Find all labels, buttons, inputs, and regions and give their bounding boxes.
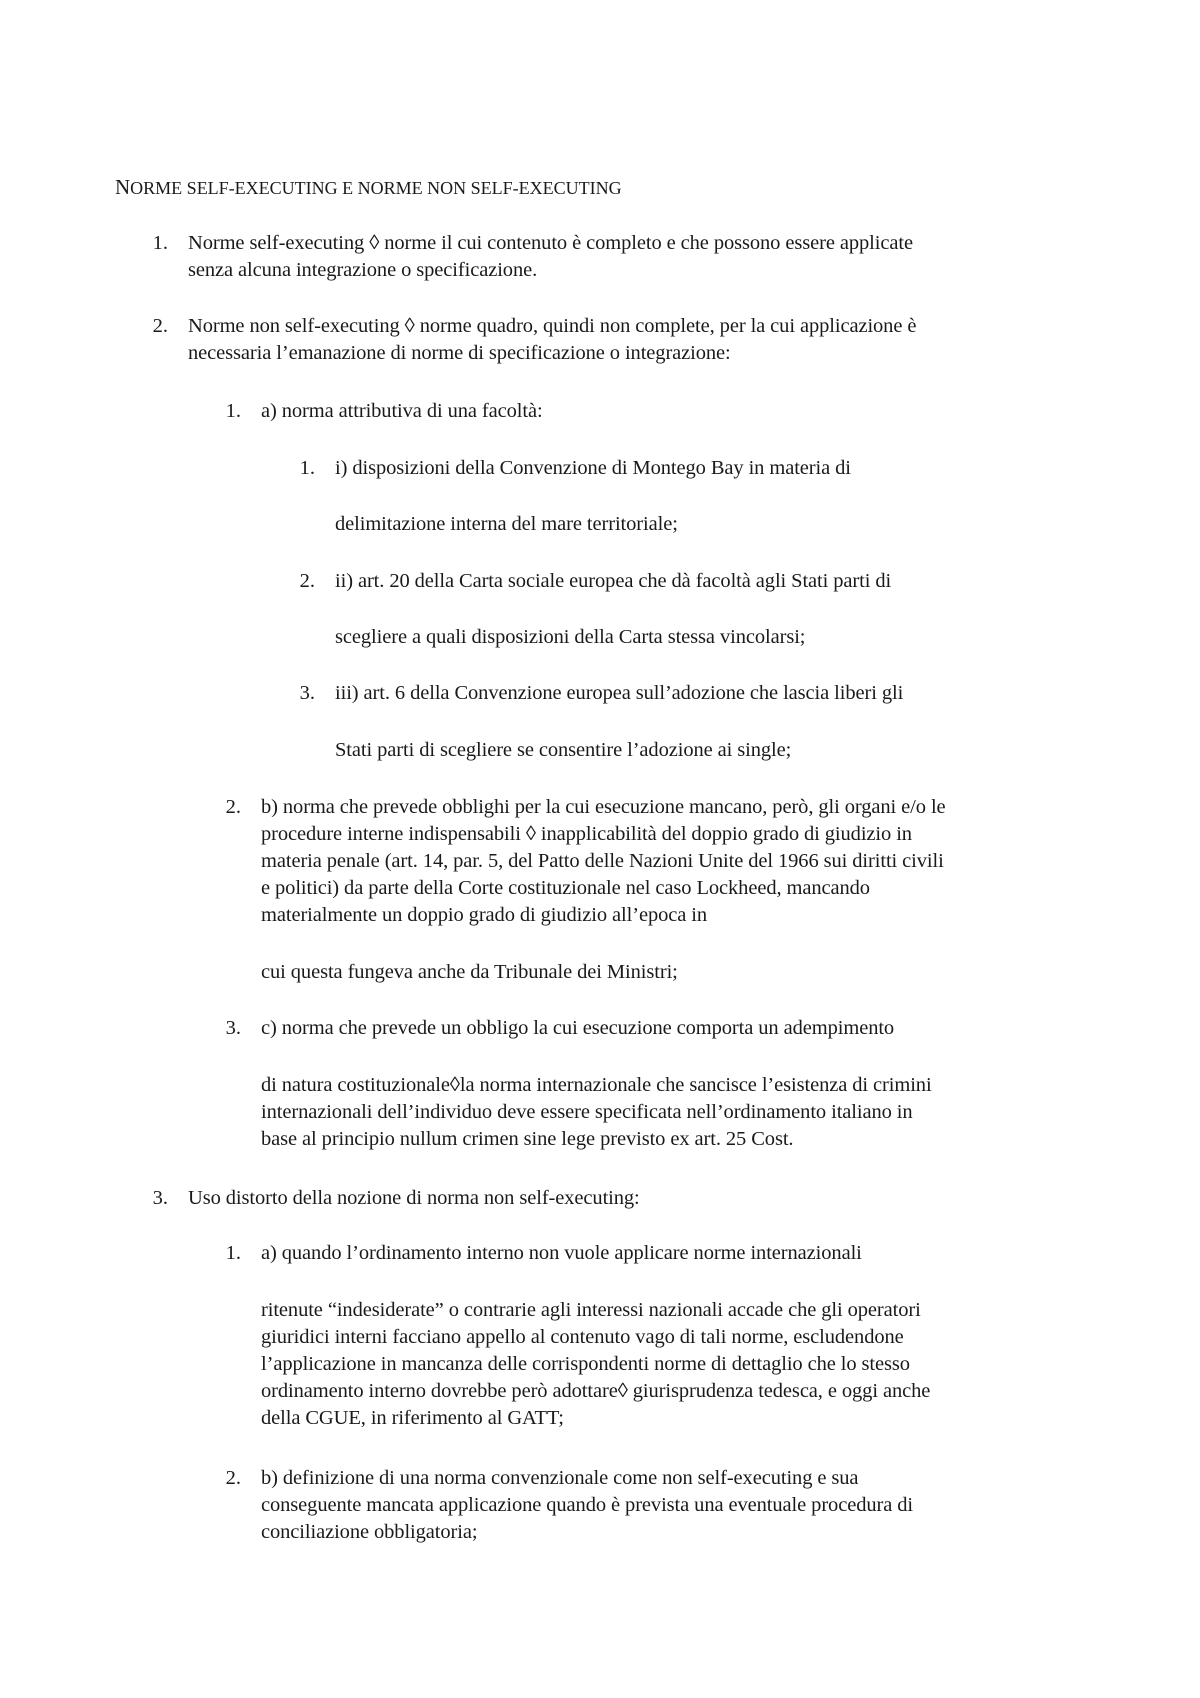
title-first-letter: N (115, 175, 131, 199)
item-2-1-1-line-1: i) disposizioni della Convenzione di Montego Bay in materia di (335, 457, 851, 479)
item-2-1-2-line-1: ii) art. 20 della Carta sociale europea che dà facoltà agli Stati parti di (335, 570, 892, 592)
item-2-1-line-1: a) norma attributiva di una facoltà: (261, 400, 543, 422)
item-2-3-line-1: c) norma che prevede un obbligo la cui esecuzione comporta un adempimento (261, 1017, 895, 1039)
item-2-1-2-number: 2. (299, 570, 315, 592)
item-2-2-line-1: b) norma che prevede obblighi per la cui esecuzione mancano, però, gli organi e/o le (261, 796, 946, 818)
item-3-1-line-5: ordinamento interno dovrebbe però adottare◊ giurisprudenza tedesca, e oggi anche (261, 1380, 931, 1402)
title-rest: ORME SELF-EXECUTING E NORME NON SELF-EXECUTING (130, 178, 622, 198)
item-2-3-line-3: internazionali dell’individuo deve essere specificata nell’ordinamento italiano in (261, 1101, 913, 1123)
item-2-line-2: necessaria l’emanazione di norme di specificazione o integrazione: (188, 342, 731, 364)
item-2-number: 2. (152, 315, 168, 337)
item-1-number: 1. (152, 232, 168, 254)
item-1-line-1: Norme self-executing ◊ norme il cui contenuto è completo e che possono essere applicate (188, 232, 913, 254)
item-2-2-number: 2. (225, 796, 241, 818)
item-3-2-number: 2. (225, 1467, 241, 1489)
item-2-1-3-line-1: iii) art. 6 della Convenzione europea sull’adozione che lascia liberi gli (335, 682, 904, 704)
item-2-1-3-number: 3. (299, 682, 315, 704)
item-2-1-number: 1. (225, 400, 241, 422)
item-2-3-line-4: base al principio nullum crimen sine lege previsto ex art. 25 Cost. (261, 1128, 794, 1150)
item-3-1-number: 1. (225, 1242, 241, 1264)
document-title (115, 174, 622, 201)
item-2-1-3-line-2: Stati parti di scegliere se consentire l’adozione ai single; (335, 739, 792, 761)
item-3-2-line-2: conseguente mancata applicazione quando è prevista una eventuale procedura di (261, 1494, 913, 1516)
item-3-1-line-2: ritenute “indesiderate” o contrarie agli interessi nazionali accade che gli operatori (261, 1299, 921, 1321)
item-2-3-number: 3. (225, 1017, 241, 1039)
item-3-1-line-4: l’applicazione in mancanza delle corrispondenti norme di dettaglio che lo stesso (261, 1353, 910, 1375)
item-2-2-line-5: materialmente un doppio grado di giudizio all’epoca in (261, 904, 708, 926)
item-2-2-line-6: cui questa fungeva anche da Tribunale dei Ministri; (261, 961, 678, 983)
item-2-1-1-number: 1. (299, 457, 315, 479)
item-3-1-line-1: a) quando l’ordinamento interno non vuole applicare norme internazionali (261, 1242, 862, 1264)
item-1-line-2: senza alcuna integrazione o specificazione. (188, 259, 538, 281)
item-2-3-line-2: di natura costituzionale◊la norma internazionale che sancisce l’esistenza di crimini (261, 1074, 932, 1096)
item-2-2-line-4: e politici) da parte della Corte costituzionale nel caso Lockheed, mancando (261, 877, 870, 899)
item-2-2-line-2: procedure interne indispensabili ◊ inapplicabilità del doppio grado di giudizio in (261, 823, 912, 845)
item-2-1-2-line-2: scegliere a quali disposizioni della Carta stessa vincolarsi; (335, 626, 806, 648)
item-3-line-1: Uso distorto della nozione di norma non self-executing: (188, 1187, 640, 1209)
item-3-1-line-3: giuridici interni facciano appello al contenuto vago di tali norme, escludendone (261, 1326, 904, 1348)
item-2-2-line-3: materia penale (art. 14, par. 5, del Patto delle Nazioni Unite del 1966 sui diritti civili (261, 850, 944, 872)
item-3-1-line-6: della CGUE, in riferimento al GATT; (261, 1407, 564, 1429)
item-3-number: 3. (152, 1187, 168, 1209)
item-3-2-line-1: b) definizione di una norma convenzionale come non self-executing e sua (261, 1467, 859, 1489)
item-3-2-line-3: conciliazione obbligatoria; (261, 1521, 478, 1543)
item-2-line-1: Norme non self-executing ◊ norme quadro, quindi non complete, per la cui applicazione è (188, 315, 917, 337)
item-2-1-1-line-2: delimitazione interna del mare territoriale; (335, 513, 678, 535)
